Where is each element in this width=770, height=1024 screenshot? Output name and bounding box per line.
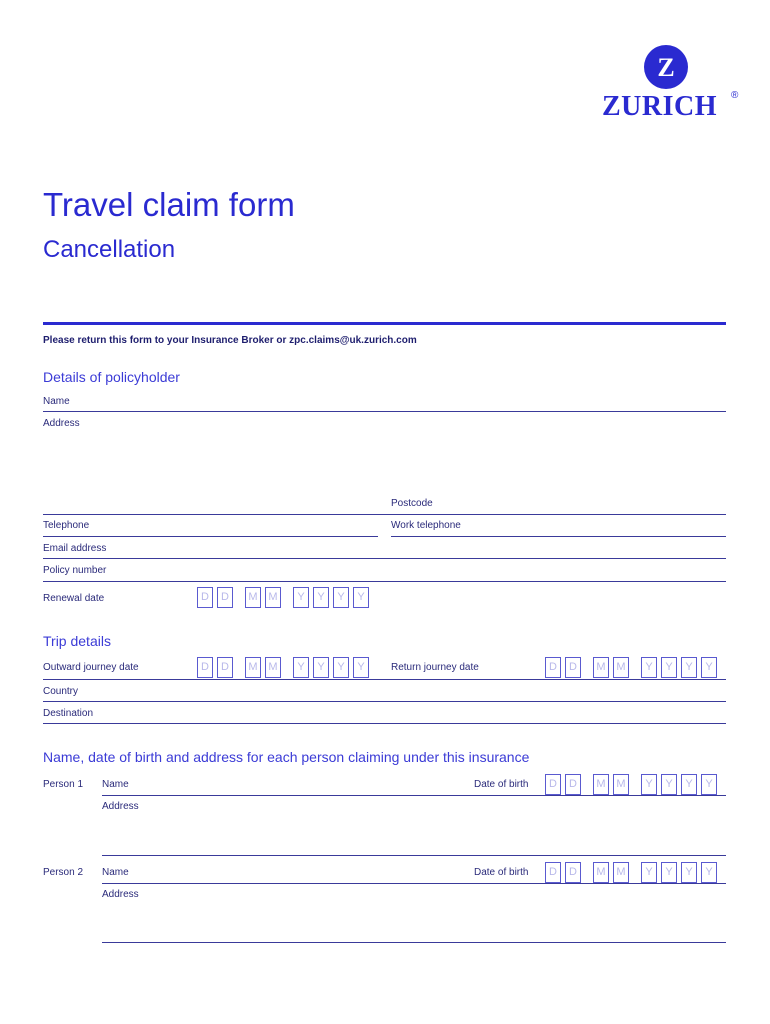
outward-journey-date-field-box-4[interactable]: M — [265, 657, 281, 678]
renewal-date-label: Renewal date — [43, 593, 105, 604]
person2-row-line — [102, 883, 726, 884]
postcode-label: Postcode — [391, 498, 433, 509]
outward-journey-date-field-box-3[interactable]: M — [245, 657, 261, 678]
outward-journey-date-field-box-8[interactable]: Y — [353, 657, 369, 678]
renewal-date-field-box-3[interactable]: M — [245, 587, 261, 608]
person2-dob-field-box-8[interactable]: Y — [701, 862, 717, 883]
person1-dob-field-box-1[interactable]: D — [545, 774, 561, 795]
telephone-field[interactable] — [43, 536, 378, 537]
address-label: Address — [43, 418, 80, 429]
person1-name-label: Name — [102, 779, 129, 790]
renewal-date-field-box-4[interactable]: M — [265, 587, 281, 608]
registered-mark: ® — [731, 90, 739, 101]
address-field[interactable] — [43, 430, 726, 514]
section-persons-heading: Name, date of birth and address for each person claiming under this insurance — [43, 749, 530, 765]
return-journey-label: Return journey date — [391, 662, 479, 673]
zurich-wordmark: ZURICH — [602, 91, 718, 122]
return-journey-date-field-box-3[interactable]: M — [593, 657, 609, 678]
policy-number-label: Policy number — [43, 565, 107, 576]
country-field[interactable] — [43, 701, 726, 702]
work-telephone-label: Work telephone — [391, 520, 461, 531]
person2-dob-field-box-7[interactable]: Y — [681, 862, 697, 883]
renewal-date-field-box-1[interactable]: D — [197, 587, 213, 608]
person2-dob-label: Date of birth — [474, 867, 529, 878]
zurich-logo-icon — [644, 45, 688, 89]
outward-journey-date-field-box-1[interactable]: D — [197, 657, 213, 678]
renewal-date-field-box-7[interactable]: Y — [333, 587, 349, 608]
person2-dob-field-box-6[interactable]: Y — [661, 862, 677, 883]
work-telephone-field[interactable] — [391, 536, 726, 537]
renewal-date-field-box-2[interactable]: D — [217, 587, 233, 608]
return-journey-date-field-box-5[interactable]: Y — [641, 657, 657, 678]
section-trip-heading: Trip details — [43, 633, 111, 649]
person1-dob-field-box-3[interactable]: M — [593, 774, 609, 795]
return-journey-date-field-box-8[interactable]: Y — [701, 657, 717, 678]
person2-dob-field-box-1[interactable]: D — [545, 862, 561, 883]
person2-address-label: Address — [102, 889, 139, 900]
renewal-date-field-box-5[interactable]: Y — [293, 587, 309, 608]
outward-journey-date-field-box-6[interactable]: Y — [313, 657, 329, 678]
section-policyholder-heading: Details of policyholder — [43, 369, 180, 385]
return-journey-date-field-box-6[interactable]: Y — [661, 657, 677, 678]
page-title: Travel claim form — [43, 186, 295, 223]
policy-number-field[interactable] — [43, 581, 726, 582]
return-notice: Please return this form to your Insurance Broker or zpc.claims@uk.zurich.com — [43, 335, 417, 346]
person1-row-line — [102, 795, 726, 796]
person1-dob-field-box-7[interactable]: Y — [681, 774, 697, 795]
renewal-date-field-box-6[interactable]: Y — [313, 587, 329, 608]
return-journey-date-field-box-1[interactable]: D — [545, 657, 561, 678]
person1-dob-field-box-6[interactable]: Y — [661, 774, 677, 795]
person1-dob-field-box-4[interactable]: M — [613, 774, 629, 795]
outward-journey-label: Outward journey date — [43, 662, 139, 673]
header-divider — [43, 322, 726, 325]
email-label: Email address — [43, 543, 107, 554]
person2-address-field[interactable] — [102, 942, 726, 943]
journey-dates-line — [43, 679, 726, 680]
person1-dob-field-box-5[interactable]: Y — [641, 774, 657, 795]
svg-text:Z: Z — [657, 53, 675, 82]
renewal-date-field-box-8[interactable]: Y — [353, 587, 369, 608]
country-label: Country — [43, 686, 79, 697]
return-journey-date-field-box-2[interactable]: D — [565, 657, 581, 678]
telephone-label: Telephone — [43, 520, 90, 531]
destination-field[interactable] — [43, 723, 726, 724]
outward-journey-date-field-box-2[interactable]: D — [217, 657, 233, 678]
email-field[interactable] — [43, 558, 726, 559]
person2-name-label: Name — [102, 867, 129, 878]
person1-dob-label: Date of birth — [474, 779, 529, 790]
address-postcode-line[interactable] — [43, 514, 726, 515]
person2-dob-field-box-4[interactable]: M — [613, 862, 629, 883]
destination-label: Destination — [43, 708, 94, 719]
return-journey-date-field-box-4[interactable]: M — [613, 657, 629, 678]
person2-label: Person 2 — [43, 867, 84, 878]
person1-address-field[interactable] — [102, 855, 726, 856]
zurich-z-mark — [644, 45, 688, 89]
name-field[interactable] — [43, 411, 726, 412]
return-journey-date-field-box-7[interactable]: Y — [681, 657, 697, 678]
person1-dob-field-box-2[interactable]: D — [565, 774, 581, 795]
name-label: Name — [43, 396, 70, 407]
page-subtitle: Cancellation — [43, 236, 176, 263]
person2-dob-field-box-5[interactable]: Y — [641, 862, 657, 883]
person2-dob-field-box-2[interactable]: D — [565, 862, 581, 883]
person1-dob-field-box-8[interactable]: Y — [701, 774, 717, 795]
outward-journey-date-field-box-5[interactable]: Y — [293, 657, 309, 678]
person1-label: Person 1 — [43, 779, 84, 790]
outward-journey-date-field-box-7[interactable]: Y — [333, 657, 349, 678]
person1-address-label: Address — [102, 801, 139, 812]
person2-dob-field-box-3[interactable]: M — [593, 862, 609, 883]
